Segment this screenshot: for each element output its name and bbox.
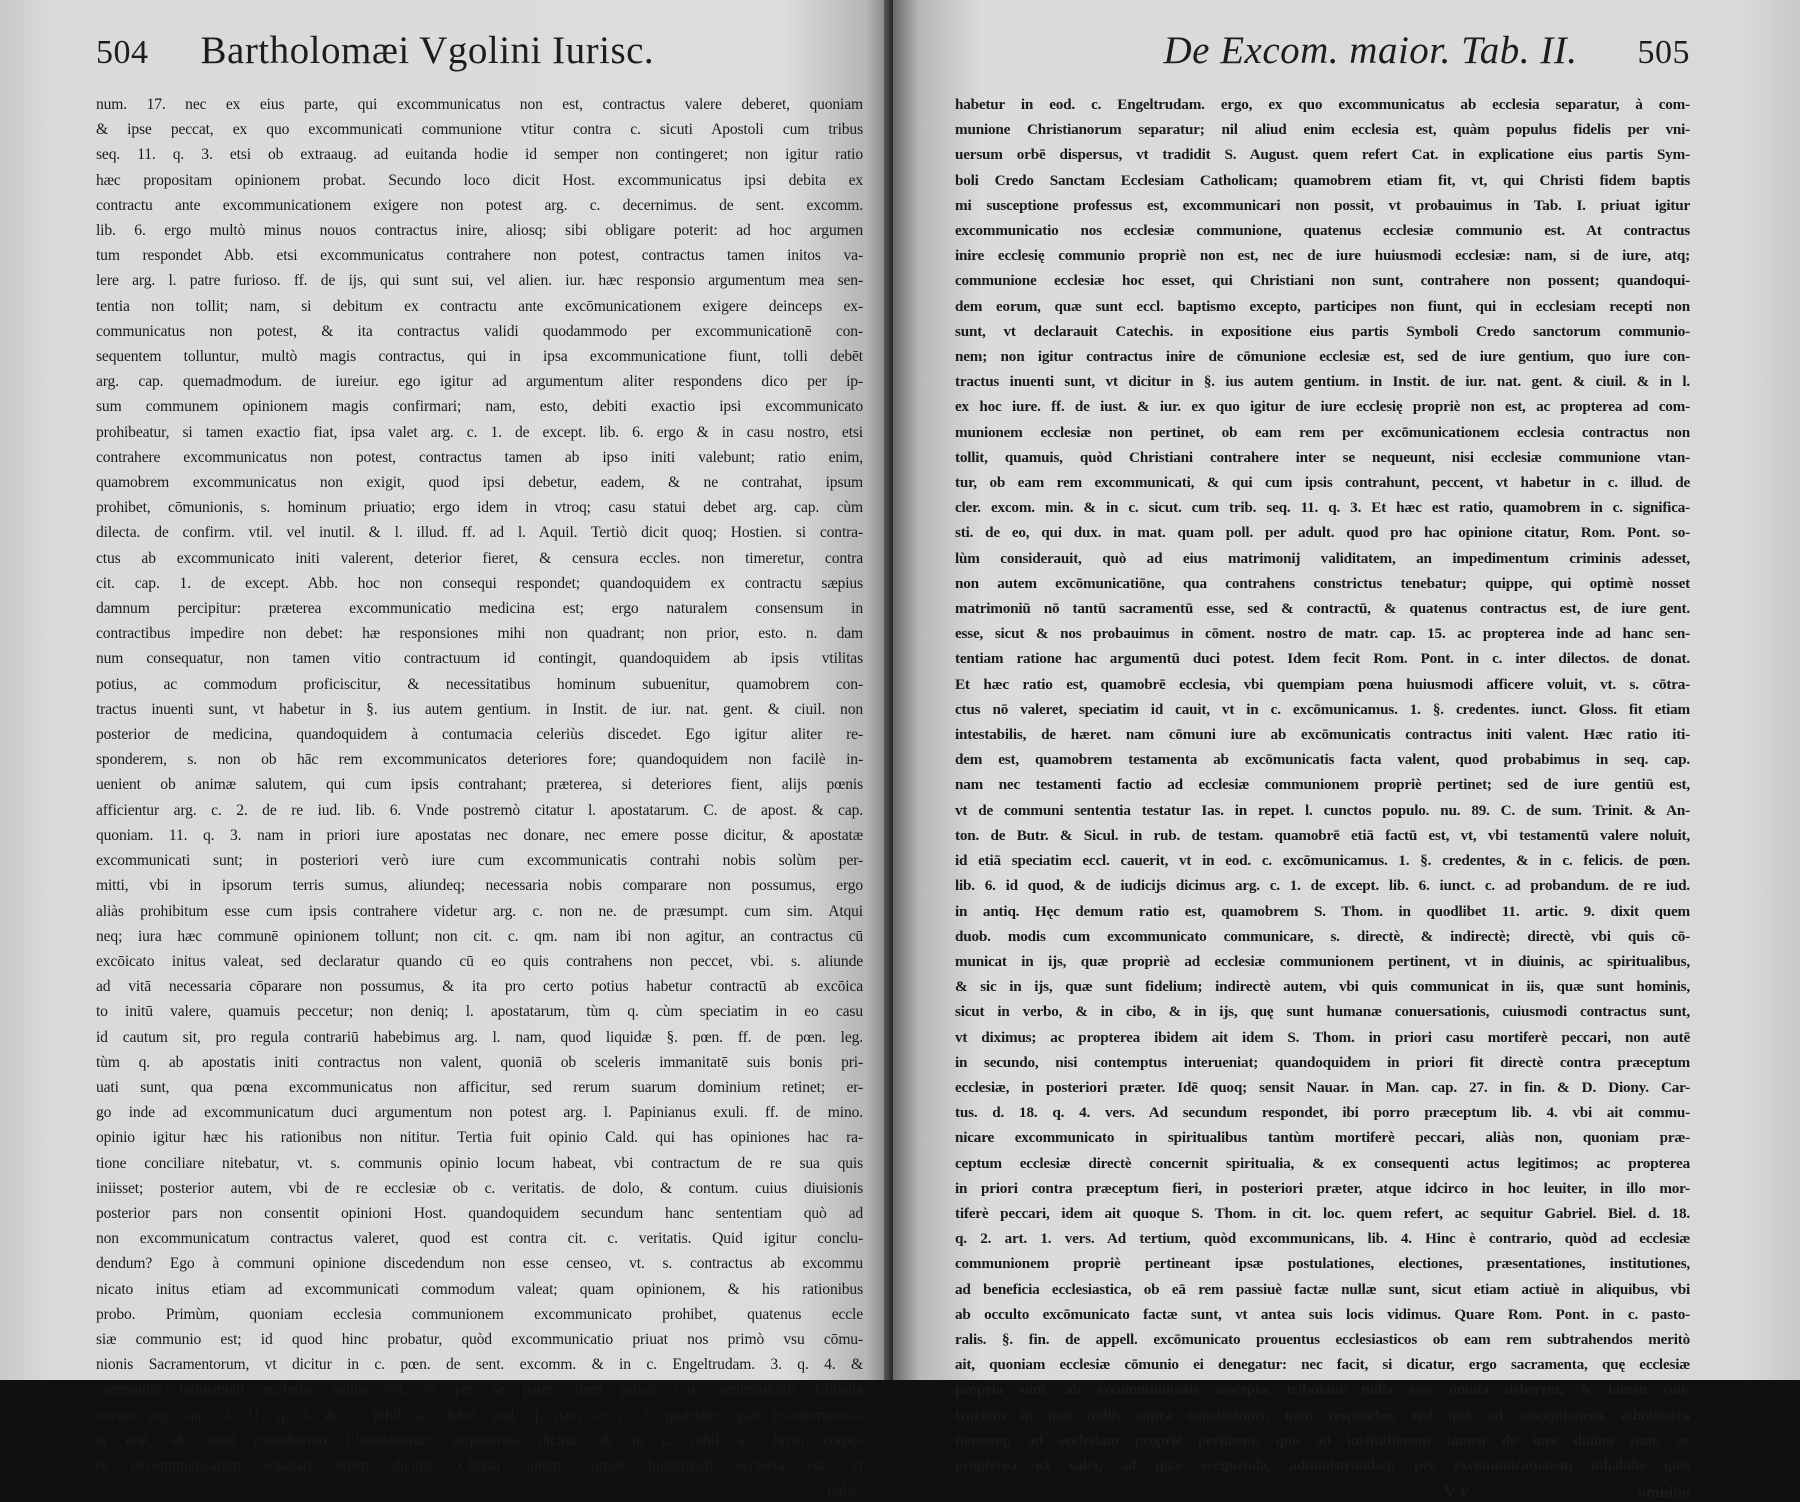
right-text-line: dem eorum, quæ sunt eccl. baptismo excepto, participes non fiunt, qui in ecclesiam recepti non [955, 297, 1690, 315]
left-text-line: posterior pars non consentit opinioni Host. quandoquidem secundum hanc sententiam quò ad [96, 1204, 863, 1222]
right-text-line: ceptum ecclesiæ directè concernit spiritualia, & ex consequenti actus legitimos; ac propterea [955, 1154, 1690, 1172]
left-text-line: tum respondet Abb. etsi excommunicatus contrahere non potest, contractus tamen initos va- [96, 247, 863, 265]
right-text-line: propterea eā valēt, ad quæ recipienda, administrandaq; per excōmunicationem inhabilis quis [955, 1456, 1690, 1474]
left-text-line: communio huiusmodi ecclesiæ solius est, vt per se patet; item priuat vsu communionis Christia [96, 1381, 863, 1399]
right-running-head [955, 28, 1690, 80]
left-text-line: uenient ob animæ salutem, qui cum ipsis contrahant; præterea, si deteriores fient, alijs pœnis [96, 776, 863, 794]
left-text-line: damnum percipitur: præterea excommunicatio medicina est; ergo naturalem consensum in [96, 600, 863, 618]
right-text-line: q. 2. art. 1. vers. Ad tertium, quòd excommunicans, lib. 4. Hinc è contrario, quòd ad ecclesiæ [955, 1230, 1690, 1248]
right-text-line: ralis. §. fin. de appell. excōmunicato prouentus ecclesiasticos ob eam rem subtrahendos meritò [955, 1330, 1690, 1348]
left-text-line: ctus ab excommunicato initi valerent, deterior fieret, & censura eccles. non timeretur, contra [96, 549, 863, 567]
left-text-line: potius, ac commodum proficiscitur, & necessitatibus hominum subuenitur, quamobrem con- [96, 675, 863, 693]
left-text-line: id cautum sit, pro regula contrariū habebimus arg. l. nam, quod liquidæ §. pœn. ff. de pœn. leg. [96, 1028, 863, 1046]
left-body-text [96, 92, 863, 1478]
right-text-line: ab occulto excōmunicato factæ sunt, vt antea suis locis vidimus. Quare Rom. Pont. in c. pasto- [955, 1305, 1690, 1323]
left-footer [96, 1482, 863, 1500]
left-page [0, 0, 893, 1500]
left-text-line: arg. cap. quemadmodum. de iureiur. ego igitur ad argumentum aliter respondens dico per ip- [96, 373, 863, 391]
left-text-line: lib. 6. ergo multò minus nouos contractus inire, aliosq; sibi obligare poterit: ad hoc argumen [96, 222, 863, 240]
left-text-line: mitti, vbi in ipsorum terris sumus, aliundeq; necessaria nobis comparare non possumus, ergo [96, 877, 863, 895]
right-text-line: tentiam ratione hac argumentū duci potest. Idem fecit Rom. Pont. in c. inter dilectos. de donat. [955, 650, 1690, 668]
left-text-line: opinio igitur hæc his rationibus non nititur. Tertia fuit opinio Cald. qui has opiniones hac ra- [96, 1129, 863, 1147]
right-text-line: lùm considerauit, quò ad eius matrimonij validitatem, an impedimentum criminis adesset, [955, 549, 1690, 567]
right-text-line: nem; non igitur contractus inire de cōmunione ecclesiæ est, sed de iure gentium, quo iure con- [955, 348, 1690, 366]
left-running-head [96, 28, 863, 80]
right-text-line: tus. d. 18. q. 4. vers. Ad secundum respondet, ibi porro præceptum lib. 4. vbi ait commu- [955, 1104, 1690, 1122]
right-text-line: boli Credo Sanctam Ecclesiam Catholicam; quamobrem etiam fit, vt, qui Christi fidem baptis [955, 171, 1690, 189]
left-text-line: cit. cap. 1. de except. Abb. hoc non consequi respondet; quandoquidem ex contractu sæpius [96, 574, 863, 592]
right-text-line: in secundo, nisi contemptus interueniat; quandoquidem in priori fit directè contra præceptum [955, 1053, 1690, 1071]
right-text-line: duob. modis cum excommunicato communicare, s. directè, & indirectè; directè, vbi quis cō- [955, 927, 1690, 945]
left-page-number: 504 [96, 34, 149, 71]
left-text-line: & ipse peccat, ex quo excommunicati communione vtitur contra c. sicuti Apostoli cum tribus [96, 121, 863, 139]
left-text-line: norum arg. cap. 3. 11. q. 3. & c. nihil sic debet. ead. q. nam in c. 3. quædam, quæ excommunica- [96, 1406, 863, 1424]
left-text-line: go inde ad excommunicatum duci argumentum non potest arg. l. Papinianus exuli. ff. de mino. [96, 1104, 863, 1122]
left-text-line: lere arg. l. patre furioso. ff. de ijs, qui sunt sui, vel alien. iur. hæc responsio argumentum mea sen- [96, 272, 863, 290]
right-text-line: Et hæc ratio est, quamobrē ecclesia, vbi quempiam pœna huiusmodi afficere voluit, vt. s. cōtra- [955, 675, 1690, 693]
right-text-line: tractus inuenti sunt, vt dicitur in §. ius autem gentium. in Instit. de iur. nat. gent. & ciuil. & in l. [955, 373, 1690, 391]
right-text-line: communione ecclesiæ hoc esset, qui Christiani non sunt, contrahere non possent; quandoqui- [955, 272, 1690, 290]
left-text-line: quoniam. 11. q. 3. nam in priori iure apostatas nec donare, nec emere posse dicitur, & apostatæ [96, 826, 863, 844]
left-text-line: contractu ante excommunicationem exigere non potest arg. c. decernimus. de sent. excomm. [96, 196, 863, 214]
right-text-line: municat in ijs, quæ propriè ad ecclesiæ communionem pertinent, vt in diuinis, ac spiritualibus, [955, 952, 1690, 970]
right-text-line: dem est, quamobrem testamenta ab excōmunicatis facta valent, quod probabimus in seq. cap. [955, 751, 1690, 769]
left-text-line: tùm q. ab apostatis initi contractus non valent, quoniā ob sceleris immanitatē suis bonis pri- [96, 1053, 863, 1071]
right-text-line: munione Christianorum separatur; nil aliud enim ecclesia est, quàm populus fidelis per vni- [955, 121, 1690, 139]
left-text-line: sum communem opinionem magis confirmari; nam, esto, debiti exactio ipsi excommunicato [96, 398, 863, 416]
right-text-line: ctus nō valeret, speciatim id cauit, vt in c. excōmunicamus. 1. §. credentes. iunct. Gloss. fit etiam [955, 700, 1690, 718]
left-text-line: dendum? Ego à communi opinione discedendum non esse censeo, vt. s. contractus ab excommu [96, 1255, 863, 1273]
left-text-line: sequentem tolluntur, multò magis contractus, qui in ipsa excommunicatione fiunt, tolli debēt [96, 348, 863, 366]
left-text-line: num. 17. nec ex eius parte, qui excommunicatus non est, contractus valere deberet, quoniam [96, 96, 863, 113]
right-body-text [955, 92, 1690, 1478]
right-catchword: omnino [1638, 1484, 1690, 1502]
right-text-line: non autem excōmunicatiōne, qua contrahens constrictus tenebatur; quippe, qui optimè nosset [955, 574, 1690, 592]
left-text-line: contractibus impedire non debet: hæ responsiones mihi non quadrant; non prior, esto. n. dam [96, 625, 863, 643]
left-text-line: sponderem, s. non ob hāc rem excommunicatos deteriores fore; quandoquidem non facilè in- [96, 751, 863, 769]
left-text-line: to initū valere, quamuis peccetur; non deniq; l. apostatarum, tùm q. cùm speciatim in eo casu [96, 1003, 863, 1021]
left-text-line: communicatus non potest, & ita contractus validi quodammodo per excommunicationē con- [96, 322, 863, 340]
left-text-line: prohibet, cōmunionis, s. hominum priuatio; ergo idem in vtroq; casu statui debet arg. cap. cùm [96, 499, 863, 517]
right-text-line: tionemq; ad ecclesiam propriè pertinent, quò ad institutionem tamen de iure diuino sunt, ac [955, 1431, 1690, 1449]
left-text-line: seq. 11. q. 3. etsi ob extraaug. ad euitanda hodie id semper non contingeret; non igitur ratio [96, 146, 863, 164]
left-text-line: nicato initus etiam ad excommunicati commodum valeat; quam opinionem, & his rationibus [96, 1280, 863, 1298]
right-text-line: sunt, vt declarauit Catechis. in expositione eius partis Symboli Credo sanctorum communio- [955, 322, 1690, 340]
right-text-line: cler. excom. min. & in c. sicut. cum trib. seq. 11. q. 3. Et hæc est ratio, quamobrem in c. significa- [955, 499, 1690, 517]
right-signature-mark: V v [1443, 1482, 1469, 1502]
right-text-line: vt diximus; ac propterea ibidem ait idem S. Thom. in priori casu mortiferè peccari, non autē [955, 1028, 1690, 1046]
left-text-line: contrahere excommunicatus non potest, contractus tamen ab ipso initi valebunt; ratio enim, [96, 448, 863, 466]
right-text-line: propria sunt, ab excommunicatis suscepta, tributaue nulla esse omnia deberent, & tamen con- [955, 1381, 1690, 1399]
right-text-line: munionem ecclesiæ non pertinet, ob eam rem per excōmunicationem ecclesia contractus non [955, 423, 1690, 441]
left-text-line: iniisset; posterior autem, vbi de re ecclesiæ ob c. veritatis. de dolo, & contum. cuius diuisionis [96, 1179, 863, 1197]
right-text-line: lib. 6. id quod, & de iudicijs dicimus arg. c. 1. de except. lib. 6. iunct. c. ad probandum. de re iud. [955, 877, 1690, 895]
right-text-line: tiferè peccari, idem ait quoque S. Thom. in cit. loc. quem refert, ac sequitur Gabriel. Biel. d. 18. [955, 1204, 1690, 1222]
left-text-line: siæ communio est; id quod hinc probatur, quòd excommunicatio priuat nos primò vsu cōmu- [96, 1330, 863, 1348]
left-text-line: probo. Primùm, quoniam ecclesia communionem excommunicato prohibet, quatenus eccle [96, 1305, 863, 1323]
right-running-title: De Excom. maior. Tab. II. [1163, 29, 1578, 72]
right-text-line: & sic in ijs, quæ sunt fidelium; indirectè autem, vbi quis communicat in iis, quæ sunt hominis, [955, 978, 1690, 996]
left-text-line: afficientur arg. c. 2. de re iud. lib. 6. Vnde postremò citatur l. apostatarum. C. de apost. & cap. [96, 801, 863, 819]
right-text-line: vt de communi sententia testatur Ias. in repet. l. cunctos populo. nu. 89. C. de sum. Trinit. & An- [955, 801, 1690, 819]
right-footer [955, 1482, 1690, 1502]
left-text-line: neq; iura hæc communē opinionem tollunt; non cit. c. qm. nam ibi non agitur, an contractus cū [96, 927, 863, 945]
right-text-line: sti. de eo, qui dux. in mat. quam poll. per adult. quod pro hac opinione citatur, Rom. Pont. so- [955, 524, 1690, 542]
right-text-line: ad beneficia ecclesiastica, ob eā rem passiuè factæ nullæ sunt, sicut etiam actiuè in aliquibus, vbi [955, 1280, 1690, 1298]
right-text-line: uersum orbē dispersus, vt tradidit S. August. quem refert Cat. in explicatione eius partis Sym- [955, 146, 1690, 164]
right-text-line: esse, sicut & nos probauimus in cōment. nostro de matr. cap. 15. ac propterea inde ad hanc sen- [955, 625, 1690, 643]
left-text-line: ad vitā necessaria cōparare non possumus, & ita pro certo potius habetur contractū ab excōica [96, 978, 863, 996]
right-text-line: communionem propriè pertineant ipsæ postulationes, electiones, præsentationes, institutiones, [955, 1255, 1690, 1273]
left-text-line: uati sunt, qua pœna excommunicatus non afficitur, sed rerum suarum dominium retinet; er- [96, 1078, 863, 1096]
right-text-line: tur, ob eam rem excommunicati, & qui cum ipsis contrahunt, peccent, vt habetur in c. illud. de [955, 474, 1690, 492]
left-text-line: ta erat, ab omni contubernio Christianorum sequestrata dicitur; & in c. nihil à Christi corpo- [96, 1431, 863, 1449]
left-text-line: non excommunicatum contractus valeret, quod est contra cit. c. veritatis. Quid igitur conclu- [96, 1230, 863, 1248]
left-text-line: posterior de medicina, quandoquidem à contumacia celeriùs discedet. Ego igitur aliter re- [96, 726, 863, 744]
right-text-line: intestabilis, de hæret. nam cōmuni iure ab excōmunicatis contractus initi valent. Hæc ratio iti- [955, 726, 1690, 744]
right-text-line: ex hoc iure. ff. de iust. & iur. ex quo igitur de iure ecclesię propriè non est, ac propterea ad com- [955, 398, 1690, 416]
right-text-line: excommunicatio nos ecclesiæ communione, quatenus ecclesiæ communio est. At contractus [955, 222, 1690, 240]
left-text-line: excommunicati sunt; in posteriori verò iure cum excommunicatis contrahi nobis solùm per- [96, 852, 863, 870]
right-text-line: ecclesiæ, in posteriori præter. Idē quoq; sensit Nauar. in Man. cap. 27. in fin. & D. Diony. Car- [955, 1078, 1690, 1096]
left-running-title: Bartholomæi Vgolini Iurisc. [200, 29, 655, 72]
right-text-line: matrimoniū nō tantū sacramentū esse, sed & contractū, & quatenus contractus est, de iure gent. [955, 600, 1690, 618]
right-text-line: mi susceptione professus est, excommunicari non possit, vt probauimus in Tab. I. priuat igitur [955, 196, 1690, 214]
left-text-line: tione conciliare nitebatur, vt. s. communis opinio locum habeat, vbi contractum de re sua quis [96, 1154, 863, 1172]
left-text-line: quamobrem excommunicatus non exigit, quod ipsi debetur, eadem, & ne contrahat, ipsum [96, 474, 863, 492]
right-text-line: nicare excommunicato in spiritualibus tantùm mortiferè peccari, aliàs non, quoniam præ- [955, 1129, 1690, 1147]
right-text-line: in antiq. Hęc demum ratio est, quamobrem S. Thom. in quodlibet 11. artic. 9. dixit quem [955, 902, 1690, 920]
right-text-line: nam nec testamenti factio ad ecclesiæ communionem propriè pertinet; sed de iure gentiū est, [955, 776, 1690, 794]
right-text-line: tollit, quamuis, quòd Christiani contrahere inter se nequeunt, nisi ecclesiæ communione vtan- [955, 448, 1690, 466]
left-text-line: dilecta. de confirm. vtil. vel inutil. & l. illud. ff. ad l. Aquil. Tertiò dicit quoq; Hostien. si contra- [96, 524, 863, 542]
left-text-line: num consequatur, non tamen vitio contractuum id contingit, quandoquidem ab ipsis vtilitas [96, 650, 863, 668]
left-text-line: tentia non tollit; nam, si debitum ex contractu ante excōmunicationem exigere deinceps ex- [96, 297, 863, 315]
left-text-line: nionis Sacramentorum, vt dicitur in c. pœn. de sent. excomm. & in c. Engeltrudam. 3. q. 4. & [96, 1356, 863, 1374]
right-text-line: ton. de Butr. & Sicul. in rub. de testam. quamobrē etiā factū est, vt, vbi testamentū valere noluit, [955, 826, 1690, 844]
left-text-line: re excommunicatum separari etiam dicitur, Christi autem corpus huiusmodi ecclesia est, vt [96, 1456, 863, 1474]
left-text-line: hæc propositam opinionem probat. Secundo loco dicit Host. excommunicatus ipsi debita ex [96, 171, 863, 189]
right-text-line: trarium in non nullis supra conclusimus; nam respondeo, etsi quò ad susceptionem, administra [955, 1406, 1690, 1424]
left-catchword: habe- [827, 1482, 863, 1500]
left-text-line: prohibeatur, si tamen exactio fiat, ipsa valet arg. c. 1. de except. lib. 6. ergo & in casu nostro, etsi [96, 423, 863, 441]
right-page-number: 505 [1637, 34, 1690, 71]
left-text-line: aliàs prohibitum esse cum ipsis contrahere videtur arg. c. non ne. de præsumpt. cum sim. Atqui [96, 902, 863, 920]
right-text-line: habetur in eod. c. Engeltrudam. ergo, ex quo excommunicatus ab ecclesia separatur, à com- [955, 96, 1690, 113]
right-page [893, 0, 1800, 1502]
right-text-line: sicut in verbo, & in cibo, & in ijs, quę sunt humanæ conuersationis, cuiusmodi contractus sunt, [955, 1003, 1690, 1021]
right-text-line: in priori contra præceptum fieri, in posteriori præter, atque idcirco in hoc leuiter, in illo mor- [955, 1179, 1690, 1197]
right-text-line: ait, quoniam ecclesiæ cōmunio ei denegatur: nec facit, si dicatur, ergo sacramenta, quę ecclesiæ [955, 1356, 1690, 1374]
right-text-line: inire ecclesię communio propriè non est, nec de iure huiusmodi ecclesiæ: nam, si de iure, atq; [955, 247, 1690, 265]
left-text-line: excōicato initus valeat, sed declaratur quando cū eo quis contrahens non peccet, vbi. s. aliunde [96, 952, 863, 970]
left-text-line: tractus inuenti sunt, vt habetur in §. ius autem gentium. in Instit. de iur. nat. gent. & ciuil. non [96, 700, 863, 718]
right-text-line: id etiā speciatim eccl. cauerit, vt in eod. c. excōmunicamus. 1. §. credentes, & in c. felicis. de pœn. [955, 852, 1690, 870]
